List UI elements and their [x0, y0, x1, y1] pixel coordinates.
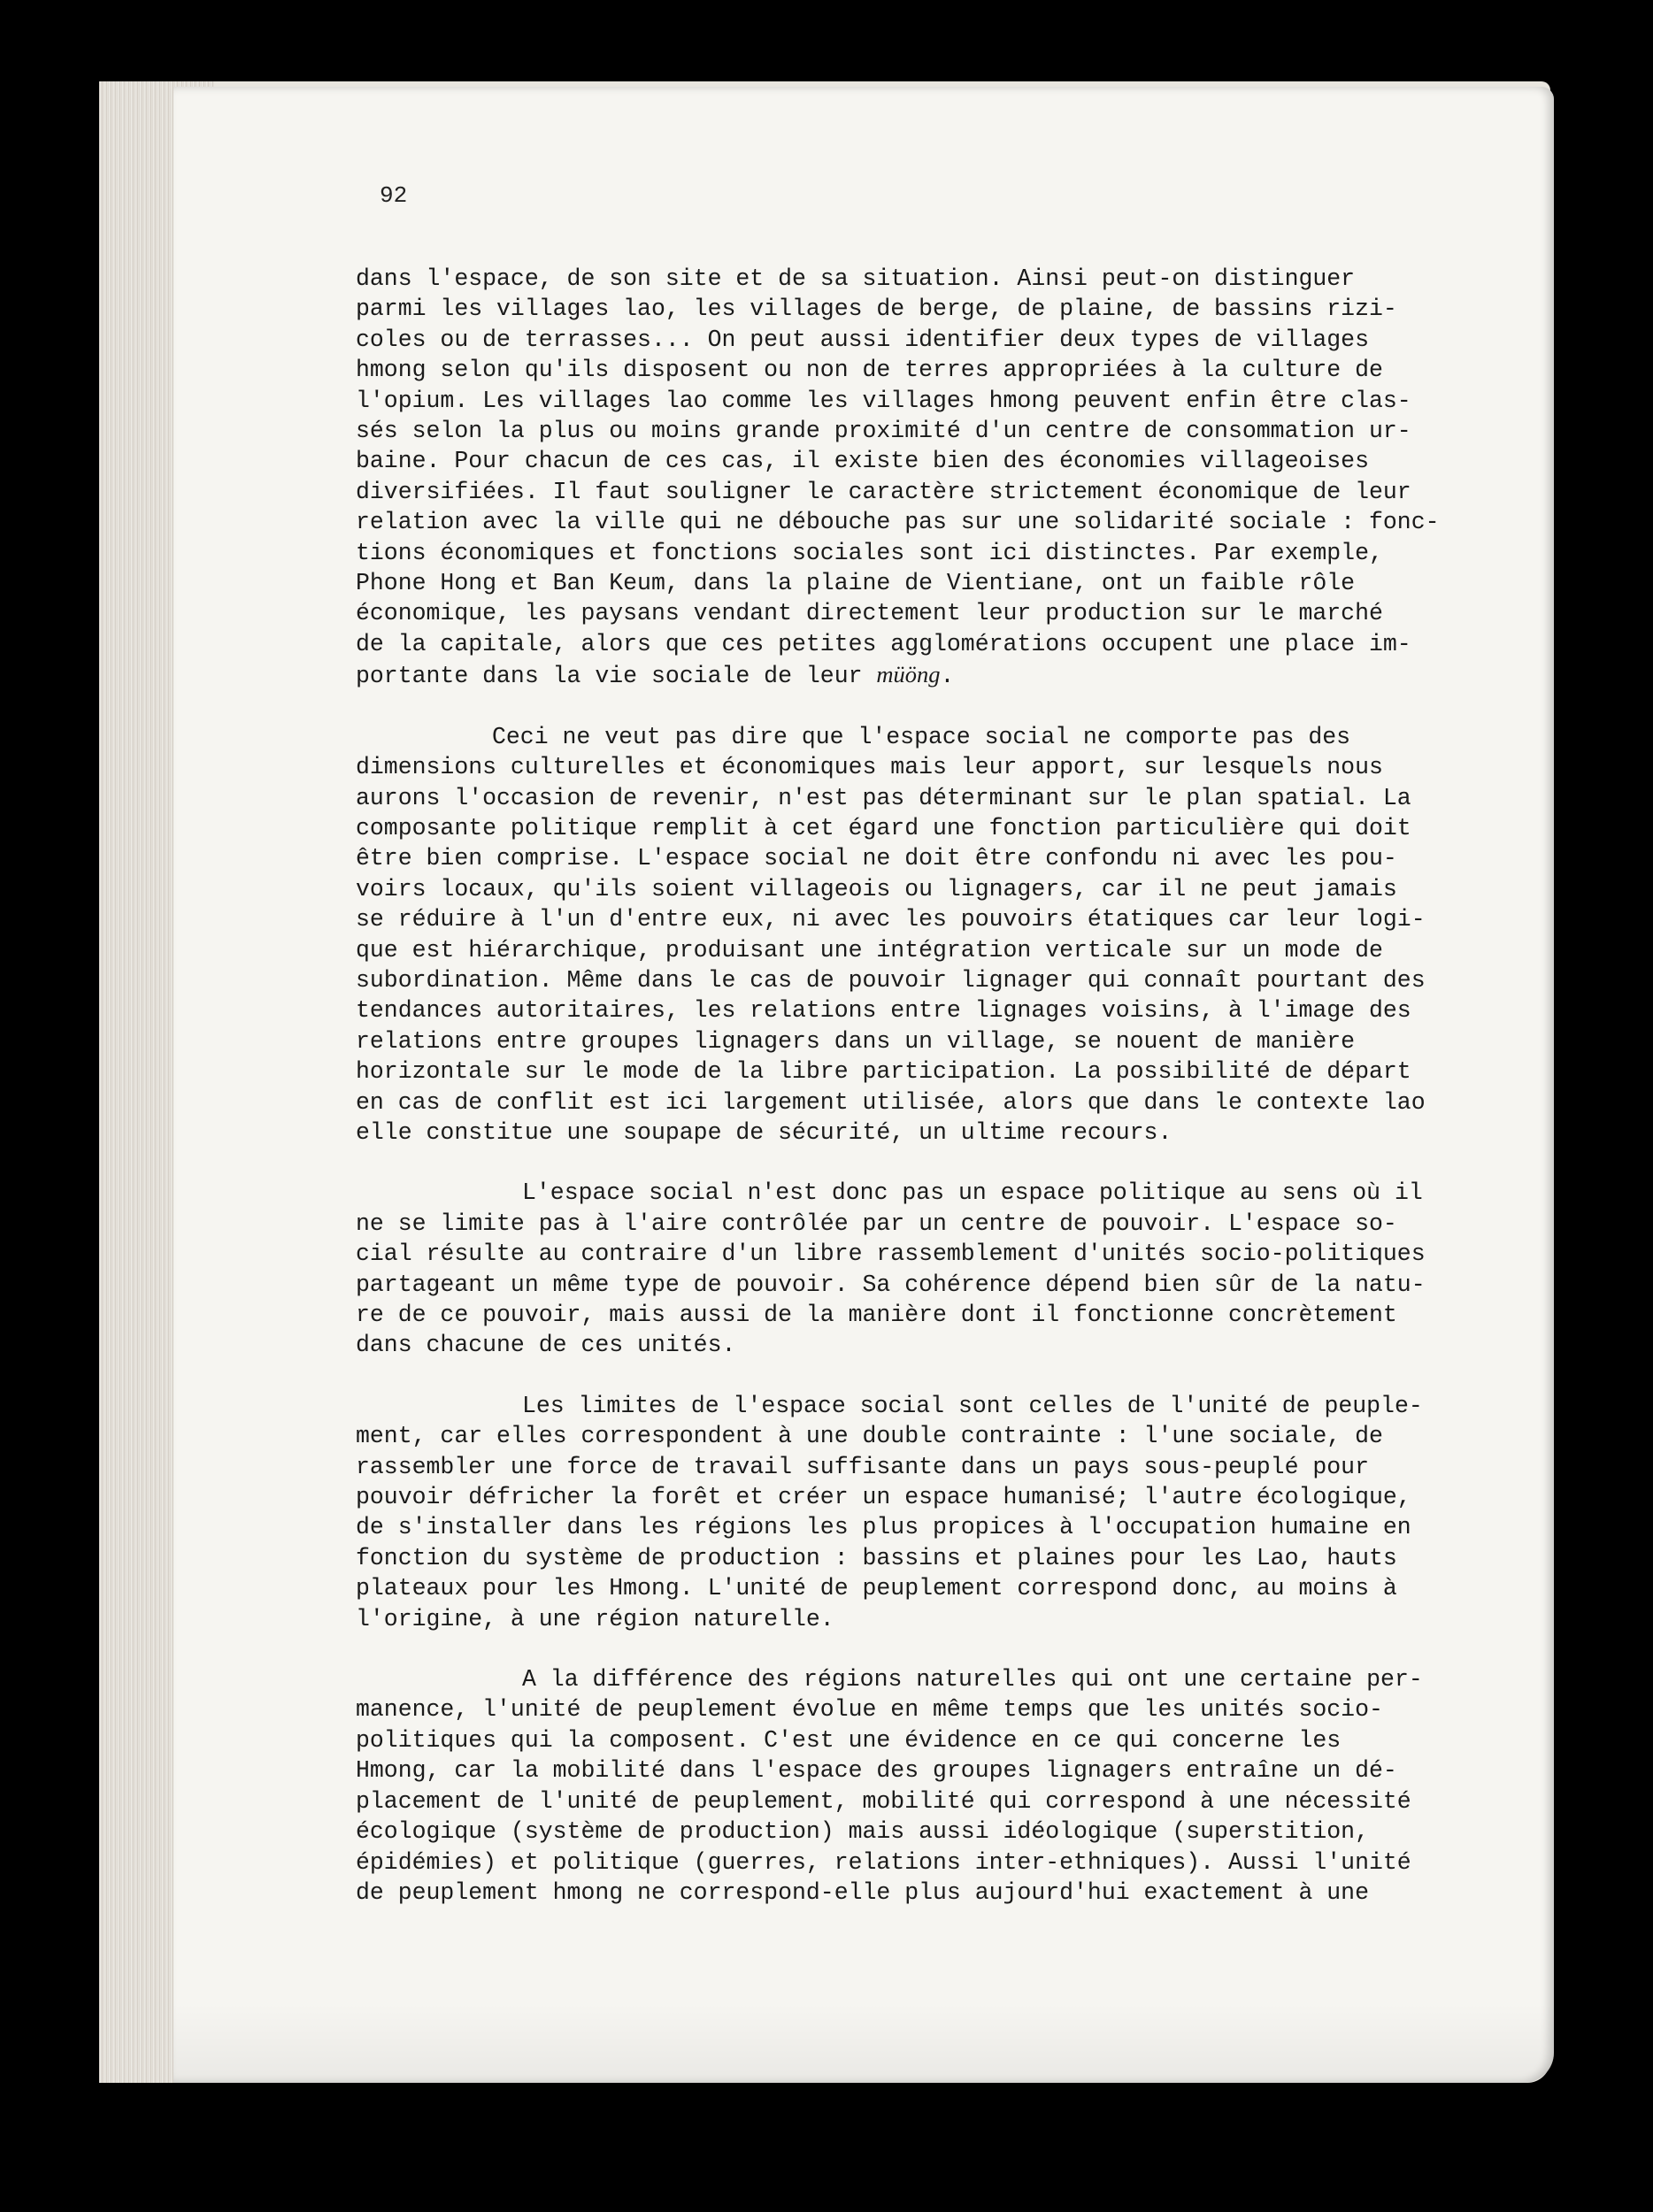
text-line: re de ce pouvoir, mais aussi de la manière dont il fonctionne concrètement — [356, 1302, 1397, 1328]
text-line: l'opium. Les villages lao comme les villages hmong peuvent enfin être clas- — [356, 387, 1411, 414]
text-line: elle constitue une soupape de sécurité, un ultime recours. — [356, 1118, 1172, 1146]
italic-term: müöng — [876, 661, 941, 688]
text-line: composante politique remplit à cet égard une fonction particulière qui doit — [356, 814, 1411, 841]
text-line: voirs locaux, qu'ils soient villageois ou lignagers, car il ne peut jamais — [356, 875, 1397, 902]
text-line: baine. Pour chacun de ces cas, il existe bien des économies villageoises — [356, 448, 1369, 475]
text-line: diversifiées. Il faut souligner le caractère strictement économique de leur — [356, 478, 1411, 505]
text-line: coles ou de terrasses... On peut aussi identifier deux types de villages — [356, 326, 1369, 353]
text-line: de la capitale, alors que ces petites agglomérations occupent une place im- — [356, 630, 1411, 657]
text-line: ne se limite pas à l'aire contrôlée par un centre de pouvoir. L'espace so- — [356, 1210, 1397, 1237]
text-line: dans chacune de ces unités. — [356, 1332, 736, 1359]
paragraph-5 — [356, 1664, 1439, 1908]
text-line: pouvoir défricher la forêt et créer un espace humanisé; l'autre écologique, — [356, 1484, 1411, 1511]
text-line: subordination. Même dans le cas de pouvoir lignager qui connaît pourtant des — [356, 966, 1426, 994]
text-line: horizontale sur le mode de la libre participation. La possibilité de départ — [356, 1058, 1411, 1086]
text-line: ment, car elles correspondent à une double contrainte : l'une sociale, de — [356, 1423, 1383, 1450]
text-line: tendances autoritaires, les relations entre lignages voisins, à l'image des — [356, 997, 1411, 1025]
text-line: Les limites de l'espace social sont celles de l'unité de peuple- — [522, 1392, 1423, 1419]
text-line: se réduire à l'un d'entre eux, ni avec les pouvoirs étatiques car leur logi- — [356, 906, 1426, 933]
text-line: Ceci ne veut pas dire que l'espace social ne comporte pas des — [492, 723, 1351, 750]
text-line: écologique (système de production) mais aussi idéologique (superstition, — [356, 1818, 1369, 1846]
text-line: placement de l'unité de peuplement, mobilité qui correspond à une nécessité — [356, 1787, 1411, 1815]
book-page — [173, 87, 1554, 2083]
text-line: de s'installer dans les régions les plus propices à l'occupation humaine en — [356, 1514, 1411, 1541]
text-fragment: portante dans la vie sociale de leur — [356, 663, 877, 690]
text-line: manence, l'unité de peuplement évolue en même temps que les unités socio- — [356, 1696, 1383, 1724]
text-line: l'origine, à une région naturelle. — [356, 1605, 834, 1632]
text-line: tions économiques et fonctions sociales sont ici distinctes. Par exemple, — [356, 539, 1383, 566]
text-line: de peuplement hmong ne correspond-elle plus aujourd'hui exactement à une — [356, 1878, 1369, 1906]
page-number: 92 — [380, 182, 408, 209]
page-curl-shadow — [173, 2003, 1554, 2083]
text-line: cial résulte au contraire d'un libre rassemblement d'unités socio-politiques — [356, 1240, 1426, 1268]
text-line: que est hiérarchique, produisant une intégration verticale sur un mode de — [356, 936, 1383, 964]
body-text — [356, 264, 1439, 1938]
text-line: A la différence des régions naturelles qui ont une certaine per- — [522, 1666, 1423, 1694]
text-line: rassembler une force de travail suffisante dans un pays sous-peuplé pour — [356, 1453, 1369, 1480]
text-line: politiques qui la composent. C'est une évidence en ce qui concerne les — [356, 1726, 1342, 1754]
text-line: partageant un même type de pouvoir. Sa cohérence dépend bien sûr de la natu- — [356, 1271, 1426, 1298]
text-line: Phone Hong et Ban Keum, dans la plaine de Vientiane, ont un faible rôle — [356, 570, 1356, 597]
text-line: épidémies) et politique (guerres, relations inter-ethniques). Aussi l'unité — [356, 1848, 1411, 1876]
text-line: fonction du système de production : bassins et plaines pour les Lao, hauts — [356, 1544, 1397, 1571]
paragraph-1 — [356, 264, 1439, 692]
text-line: dimensions culturelles et économiques mais leur apport, sur lesquels nous — [356, 754, 1383, 781]
text-line: dans l'espace, de son site et de sa situation. Ainsi peut-on distinguer — [356, 265, 1356, 292]
text-line: plateaux pour les Hmong. L'unité de peuplement correspond donc, au moins à — [356, 1575, 1397, 1602]
paragraph-4 — [356, 1391, 1439, 1634]
paragraph-2 — [356, 722, 1439, 1148]
text-line: Hmong, car la mobilité dans l'espace des groupes lignagers entraîne un dé- — [356, 1757, 1397, 1785]
paragraph-3 — [356, 1178, 1439, 1360]
text-line: aurons l'occasion de revenir, n'est pas déterminant sur le plan spatial. La — [356, 784, 1411, 811]
text-line-last — [356, 659, 1439, 691]
text-line: L'espace social n'est donc pas un espace politique au sens où il — [522, 1179, 1423, 1207]
text-fragment: . — [940, 663, 955, 690]
text-line: être bien comprise. L'espace social ne doit être confondu ni avec les pou- — [356, 845, 1397, 872]
text-line: hmong selon qu'ils disposent ou non de terres appropriées à la culture de — [356, 357, 1383, 384]
text-line: sés selon la plus ou moins grande proximité d'un centre de consommation ur- — [356, 418, 1411, 445]
text-line: en cas de conflit est ici largement utilisée, alors que dans le contexte lao — [356, 1088, 1426, 1116]
text-line: parmi les villages lao, les villages de berge, de plaine, de bassins rizi- — [356, 296, 1397, 323]
text-line: économique, les paysans vendant directement leur production sur le marché — [356, 600, 1383, 627]
text-line: relations entre groupes lignagers dans un village, se nouent de manière — [356, 1027, 1356, 1055]
text-line: relation avec la ville qui ne débouche pas sur une solidarité sociale : fonc- — [356, 509, 1440, 536]
